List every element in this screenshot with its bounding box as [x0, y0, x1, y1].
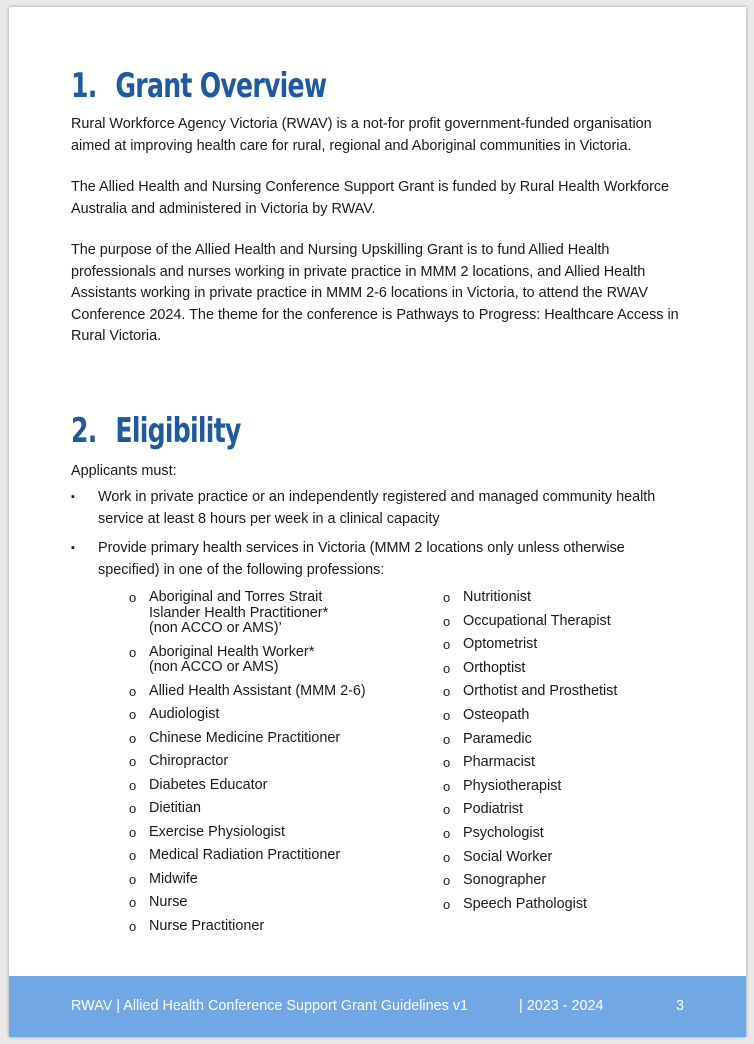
profession-label: Occupational Therapist — [463, 612, 611, 629]
profession-label: Orthoptist — [463, 659, 526, 676]
bullet-marker: ▪ — [71, 491, 75, 503]
sub-bullet-marker: o — [129, 644, 137, 660]
profession-label: Podiatrist — [463, 801, 523, 818]
profession-item — [443, 590, 693, 606]
profession-item — [443, 826, 693, 842]
section-2-title: Eligibility — [115, 411, 241, 451]
sub-bullet-marker: o — [129, 848, 137, 863]
profession-item — [443, 614, 693, 630]
section-2-heading — [71, 411, 241, 451]
section-1-heading — [71, 66, 326, 106]
sub-bullet-marker: o — [443, 849, 451, 865]
profession-label: Dietitian — [149, 800, 201, 816]
sub-bullet-marker: o — [443, 660, 451, 676]
profession-label: Nurse — [149, 894, 188, 910]
profession-item — [443, 802, 693, 818]
sub-bullet-marker: o — [443, 684, 451, 700]
profession-label: Paramedic — [463, 730, 532, 747]
bullet-text: Work in private practice or an independently registered and managed community health service at least 8 hours per week in a clinical capacity — [98, 489, 656, 527]
profession-item — [443, 873, 693, 889]
bullet-text: Provide primary health services in Victoria (MMM 2 locations only unless otherwise specified) in one of the following professions: — [98, 540, 625, 578]
profession-item — [129, 895, 429, 911]
profession-label: Chiropractor — [149, 753, 229, 769]
sub-bullet-marker: o — [129, 895, 137, 910]
profession-item — [129, 825, 429, 841]
profession-label: Allied Health Assistant (MMM 2-6) — [149, 682, 366, 699]
sub-bullet-marker: o — [129, 871, 137, 887]
profession-item — [129, 848, 429, 864]
section-1-title: Grant Overview — [115, 66, 327, 106]
profession-label: Nurse Practitioner — [149, 917, 265, 934]
sub-bullet-marker: o — [129, 754, 137, 769]
profession-label: Optometrist — [463, 636, 538, 653]
section-2-number: 2. — [71, 411, 97, 451]
profession-item — [443, 637, 693, 653]
overview-paragraph-2: The Allied Health and Nursing Conference Support Grant is funded by Rural Health Workforce Australia and administered in Victoria by RWAV. — [71, 179, 670, 217]
sub-bullet-marker: o — [129, 590, 137, 605]
profession-label: Chinese Medicine Practitioner — [149, 729, 341, 746]
profession-label: Midwife — [149, 870, 198, 887]
sub-bullet-marker: o — [443, 590, 451, 605]
profession-label: Nutritionist — [463, 589, 531, 605]
profession-label: Osteopath — [463, 706, 530, 723]
professions-list-left — [129, 590, 429, 942]
profession-item — [129, 590, 429, 637]
sub-bullet-marker: o — [129, 730, 137, 746]
sub-bullet-marker: o — [443, 755, 451, 771]
sub-bullet-marker: o — [443, 896, 451, 912]
professions-list-right — [443, 590, 693, 920]
footer-doc-title: RWAV | Allied Health Conference Support Grant Guidelines v1 — [71, 998, 469, 1014]
profession-item — [443, 684, 693, 700]
profession-item — [129, 801, 429, 817]
profession-label: Diabetes Educator — [149, 776, 268, 793]
sub-bullet-marker: o — [443, 637, 451, 653]
profession-item — [129, 872, 429, 888]
sub-bullet-marker: o — [443, 731, 451, 747]
profession-item — [443, 897, 693, 913]
section-1-number: 1. — [71, 66, 97, 106]
profession-label: Orthotist and Prosthetist — [463, 683, 618, 700]
profession-label: Pharmacist — [463, 754, 535, 771]
profession-item — [443, 661, 693, 677]
document-page — [9, 7, 746, 1037]
profession-label: Aboriginal Health Worker* (non ACCO or AMS) — [149, 643, 315, 675]
page-footer — [9, 976, 746, 1037]
sub-bullet-marker: o — [443, 707, 451, 723]
profession-item — [443, 779, 693, 795]
sub-bullet-marker: o — [129, 918, 137, 934]
profession-label: Aboriginal and Torres Strait Islander Health Practitioner* (non ACCO or AMS)’ — [149, 589, 329, 636]
overview-paragraph-3: The purpose of the Allied Health and Nursing Upskilling Grant is to fund Allied Health professionals and nurses working in private practice in MMM 2 locations, and Allied Health Assistants working in private practice in MMM 2-6 locations in Victoria, to attend the RWAV Conference 2024. The theme for the conference is Pathways to Progress: Healthcare Access in Rural Victoria. — [71, 242, 679, 344]
sub-bullet-marker: o — [443, 802, 451, 818]
profession-item — [129, 754, 429, 770]
sub-bullet-marker: o — [443, 778, 451, 794]
profession-item — [443, 708, 693, 724]
profession-item — [129, 684, 429, 700]
profession-item — [443, 850, 693, 866]
profession-label: Social Worker — [463, 848, 553, 865]
sub-bullet-marker: o — [129, 801, 137, 816]
profession-item — [129, 707, 429, 723]
sub-bullet-marker: o — [443, 613, 451, 629]
profession-label: Speech Pathologist — [463, 895, 588, 912]
eligibility-intro: Applicants must: — [71, 463, 177, 479]
profession-label: Medical Radiation Practitioner — [149, 847, 341, 863]
profession-label: Exercise Physiologist — [149, 823, 285, 840]
sub-bullet-marker: o — [129, 707, 137, 722]
profession-label: Audiologist — [149, 706, 220, 722]
sub-bullet-marker: o — [443, 825, 451, 841]
sub-bullet-marker: o — [129, 683, 137, 699]
sub-bullet-marker: o — [129, 824, 137, 840]
profession-item — [129, 731, 429, 747]
bullet-marker: ▪ — [71, 542, 75, 554]
profession-item — [443, 755, 693, 771]
sub-bullet-marker: o — [129, 777, 137, 793]
profession-item — [129, 645, 429, 676]
profession-item — [443, 732, 693, 748]
overview-paragraph-1: Rural Workforce Agency Victoria (RWAV) is a not-for profit government-funded organisation aimed at improving health care for rural, regional and Aboriginal communities in Victoria. — [71, 116, 652, 154]
profession-label: Physiotherapist — [463, 777, 562, 794]
footer-period: | 2023 - 2024 — [519, 998, 604, 1014]
sub-bullet-marker: o — [443, 873, 451, 889]
profession-item — [129, 919, 429, 935]
profession-item — [129, 778, 429, 794]
profession-label: Psychologist — [463, 824, 544, 841]
profession-label: Sonographer — [463, 872, 547, 889]
footer-page-number: 3 — [676, 998, 685, 1014]
